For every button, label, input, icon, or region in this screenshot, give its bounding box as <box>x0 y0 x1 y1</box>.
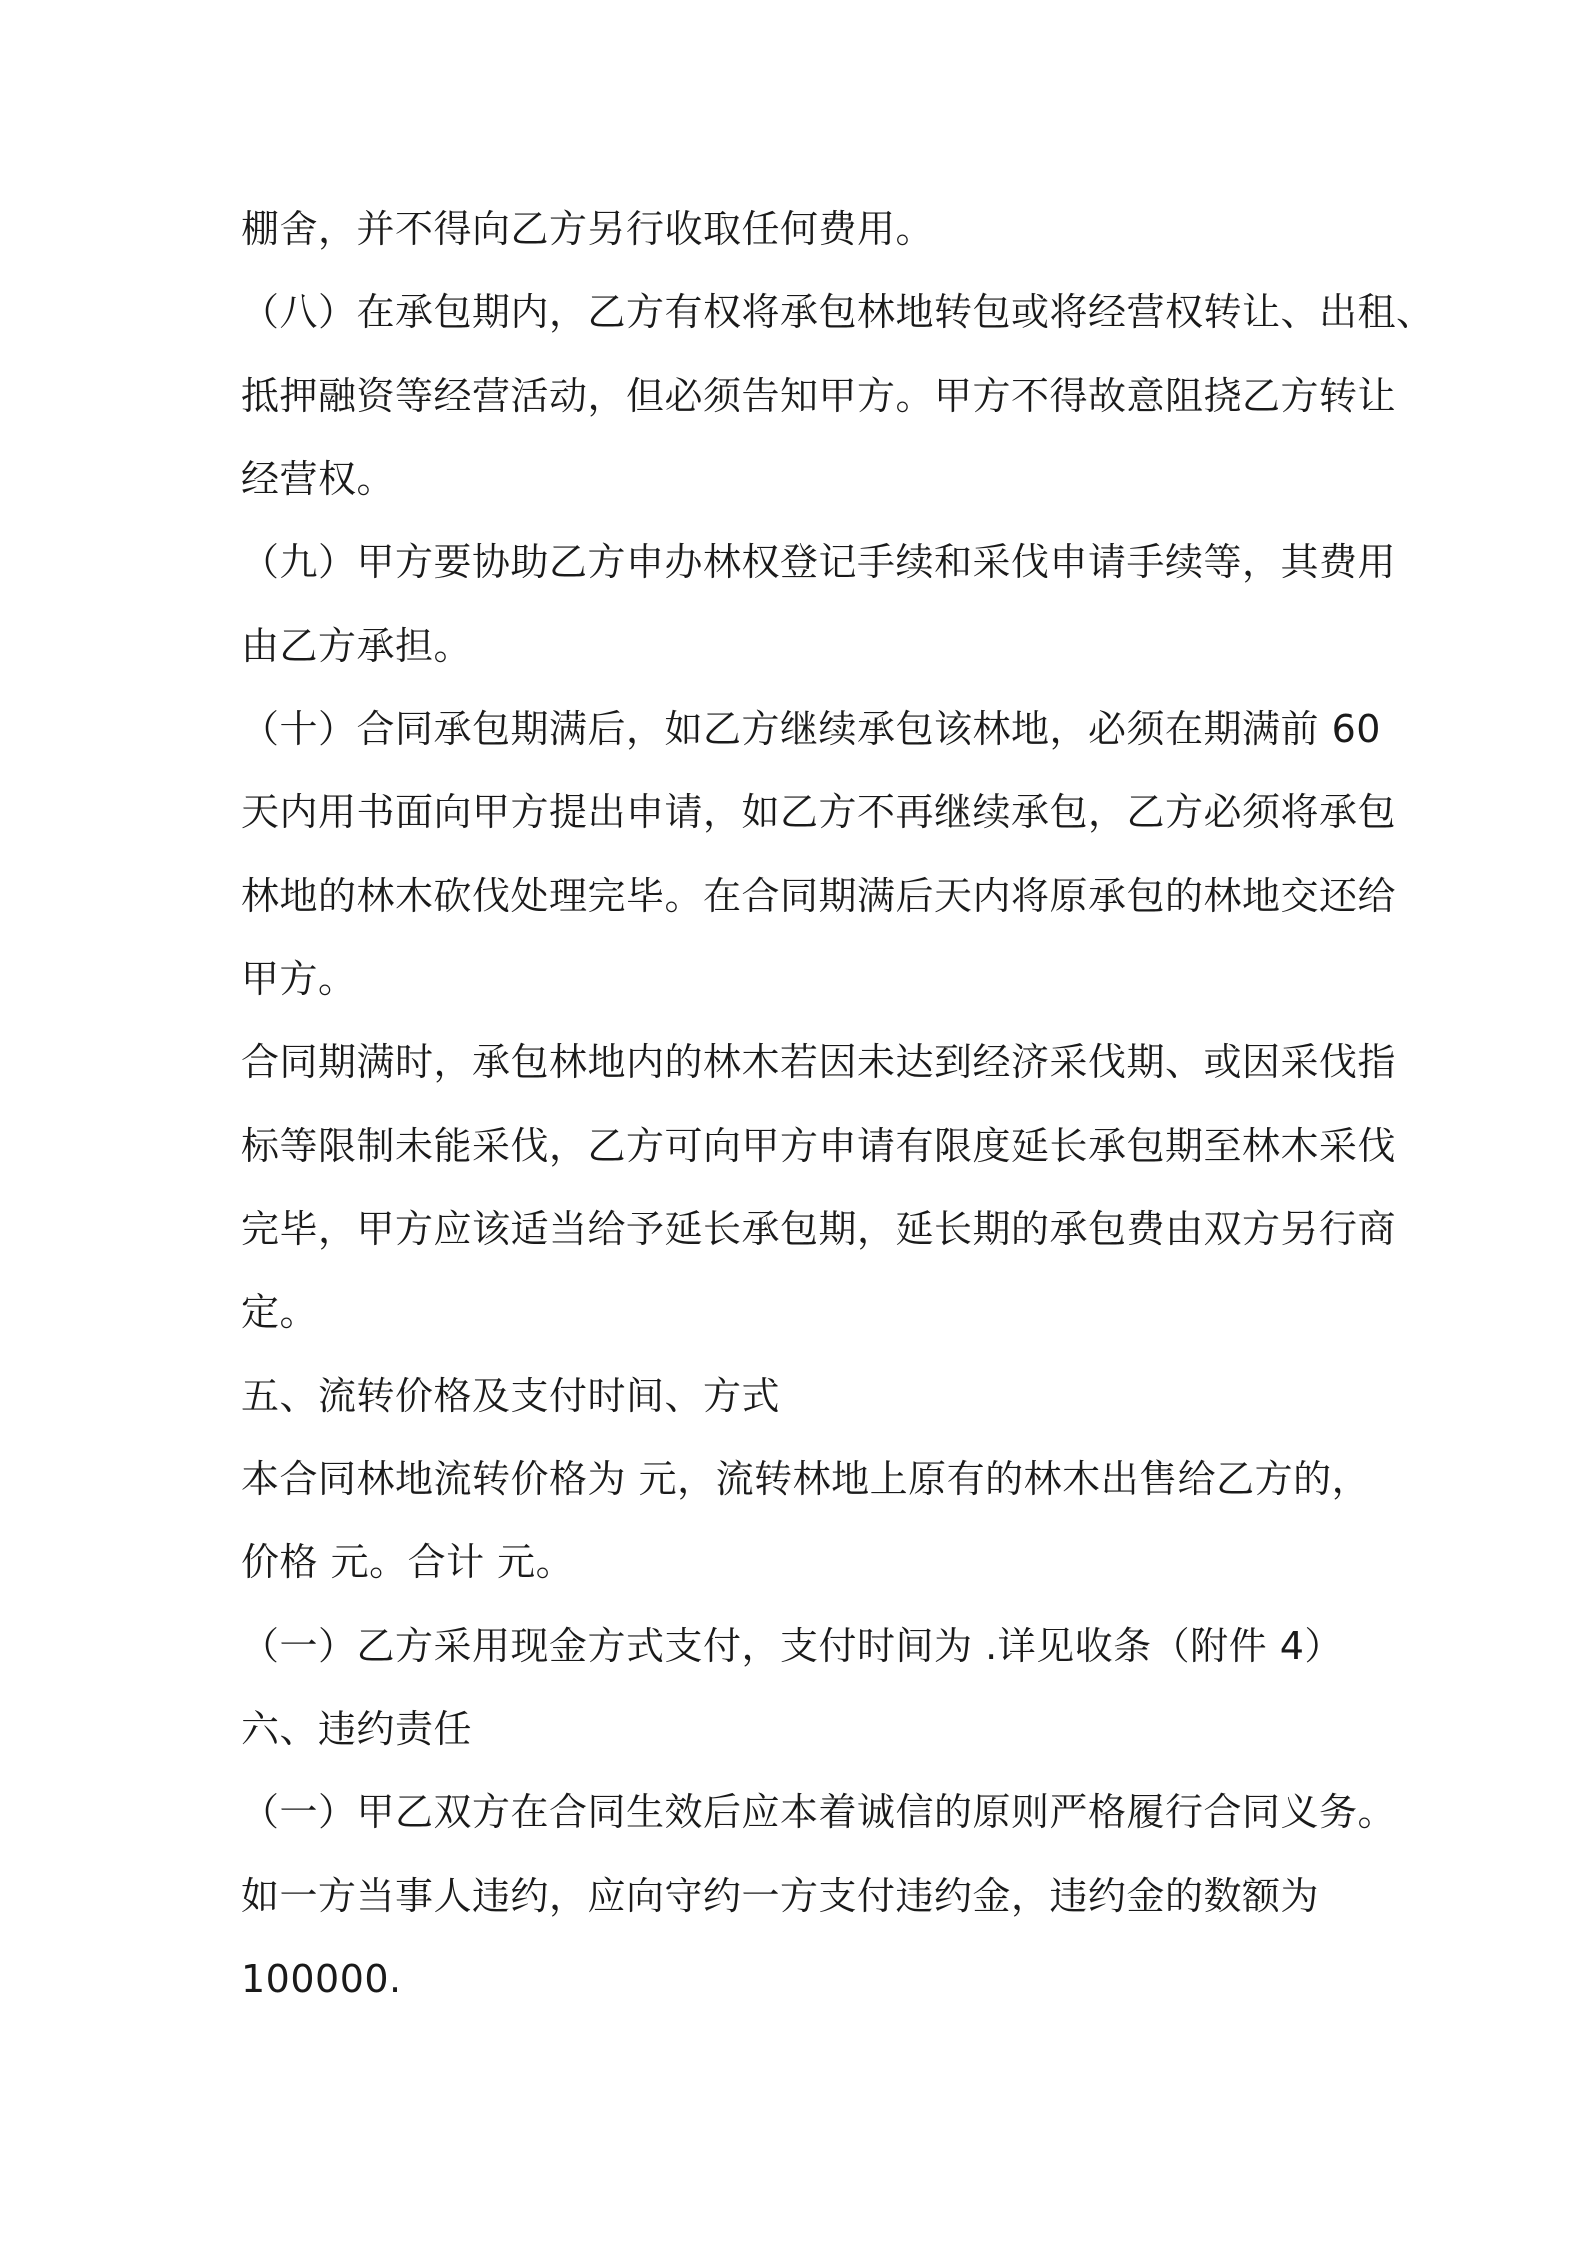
text-line: 抵押融资等经营活动，但必须告知甲方。甲方不得故意阻挠乙方转让 <box>241 374 1397 418</box>
text-line: （八）在承包期内，乙方有权将承包林地转包或将经营权转让、出租、 <box>241 290 1435 334</box>
text-line: 林地的林木砍伐处理完毕。在合同期满后天内将原承包的林地交还给 <box>241 874 1397 918</box>
text-line: （一）甲乙双方在合同生效后应本着诚信的原则严格履行合同义务。 <box>241 1790 1397 1834</box>
text-line: 定。 <box>241 1290 319 1334</box>
text-line: （一）乙方采用现金方式支付，支付时间为 .详见收条（附件 4） <box>241 1624 1343 1668</box>
text-line: 由乙方承担。 <box>241 624 473 668</box>
text-line: 合同期满时，承包林地内的林木若因未达到经济采伐期、或因采伐指 <box>241 1040 1397 1084</box>
text-line: 价格 元。合计 元。 <box>241 1540 575 1584</box>
section-heading: 五、流转价格及支付时间、方式 <box>241 1374 781 1418</box>
text-line: （十）合同承包期满后，如乙方继续承包该林地，必须在期满前 60 <box>241 707 1381 751</box>
text-line: 经营权。 <box>241 457 396 501</box>
text-line: 本合同林地流转价格为 元，流转林地上原有的林木出售给乙方的， <box>241 1457 1371 1501</box>
text-line: 棚舍，并不得向乙方另行收取任何费用。 <box>241 207 935 251</box>
text-line: 完毕，甲方应该适当给予延长承包期，延长期的承包费由双方另行商 <box>241 1207 1397 1251</box>
text-line: （九）甲方要协助乙方申办林权登记手续和采伐申请手续等，其费用 <box>241 540 1397 584</box>
text-line: 标等限制未能采伐，乙方可向甲方申请有限度延长承包期至林木采伐 <box>241 1124 1397 1168</box>
section-heading: 六、违约责任 <box>241 1707 473 1751</box>
text-line: 如一方当事人违约，应向守约一方支付违约金，违约金的数额为 <box>241 1874 1320 1918</box>
text-line: 天内用书面向甲方提出申请，如乙方不再继续承包，乙方必须将承包 <box>241 790 1397 834</box>
text-line: 100000. <box>241 1957 402 2001</box>
text-line: 甲方。 <box>241 957 357 1001</box>
